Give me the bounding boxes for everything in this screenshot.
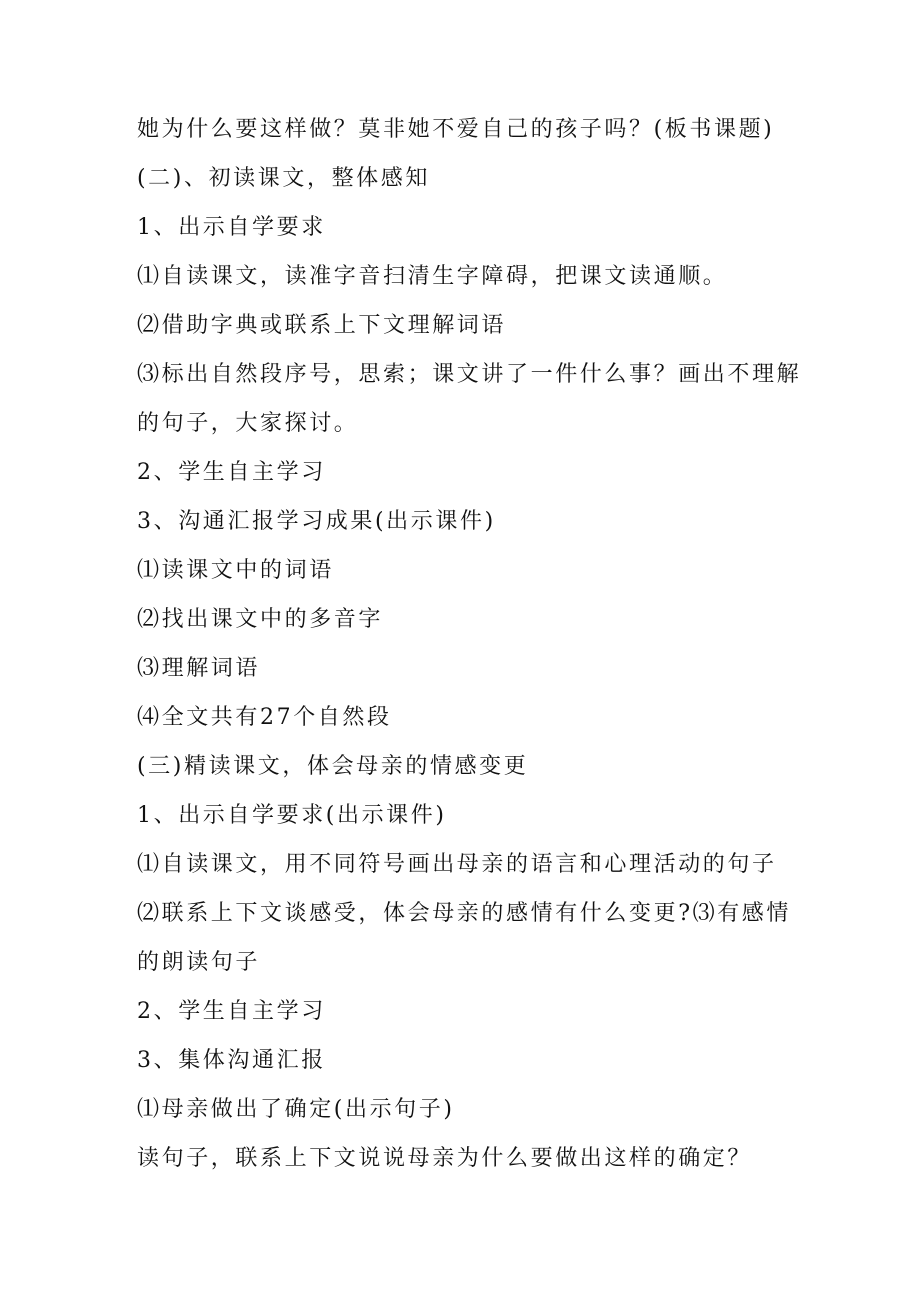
- list-item: ⑵找出课文中的多音字: [137, 607, 384, 632]
- list-item: ⑴自读课文，读准字音扫清生字障碍，把课文读通顺。: [137, 264, 728, 289]
- list-item: ⑶标出自然段序号，思索；课文讲了一件什么事？画出不理解: [137, 362, 802, 387]
- text-line: 3、沟通汇报学习成果(出示课件): [137, 509, 496, 534]
- text-line: 读句子，联系上下文说说母亲为什么要做出这样的确定？: [137, 1146, 753, 1171]
- list-item: ⑶理解词语: [137, 656, 261, 681]
- text-line: 1、出示自学要求(出示课件): [137, 803, 447, 828]
- text-line: 1、出示自学要求: [137, 215, 326, 240]
- list-item: ⑴读课文中的词语: [137, 558, 334, 583]
- text-line: 她为什么要这样做？莫非她不爱自己的孩子吗？(板书课题): [137, 117, 775, 142]
- text-line: 的句子，大家探讨。: [137, 411, 359, 436]
- list-item: ⑵借助字典或联系上下文理解词语: [137, 313, 507, 338]
- list-item: ⑴自读课文，用不同符号画出母亲的语言和心理活动的句子: [137, 852, 777, 877]
- list-item: ⑵联系上下文谈感受，体会母亲的感情有什么变更?⑶有感情: [137, 901, 791, 926]
- text-line: 3、集体沟通汇报: [137, 1048, 326, 1073]
- section-heading: (二)、初读课文，整体感知: [137, 166, 430, 191]
- text-line: 的朗读句子: [137, 950, 261, 975]
- list-item: ⑴母亲做出了确定(出示句子): [137, 1097, 455, 1122]
- section-heading: (三)精读课文，体会母亲的情感变更: [137, 754, 529, 779]
- list-item: ⑷全文共有27个自然段: [137, 705, 392, 730]
- document-body: [137, 110, 802, 1188]
- text-line: 2、学生自主学习: [137, 999, 326, 1024]
- text-line: 2、学生自主学习: [137, 460, 326, 485]
